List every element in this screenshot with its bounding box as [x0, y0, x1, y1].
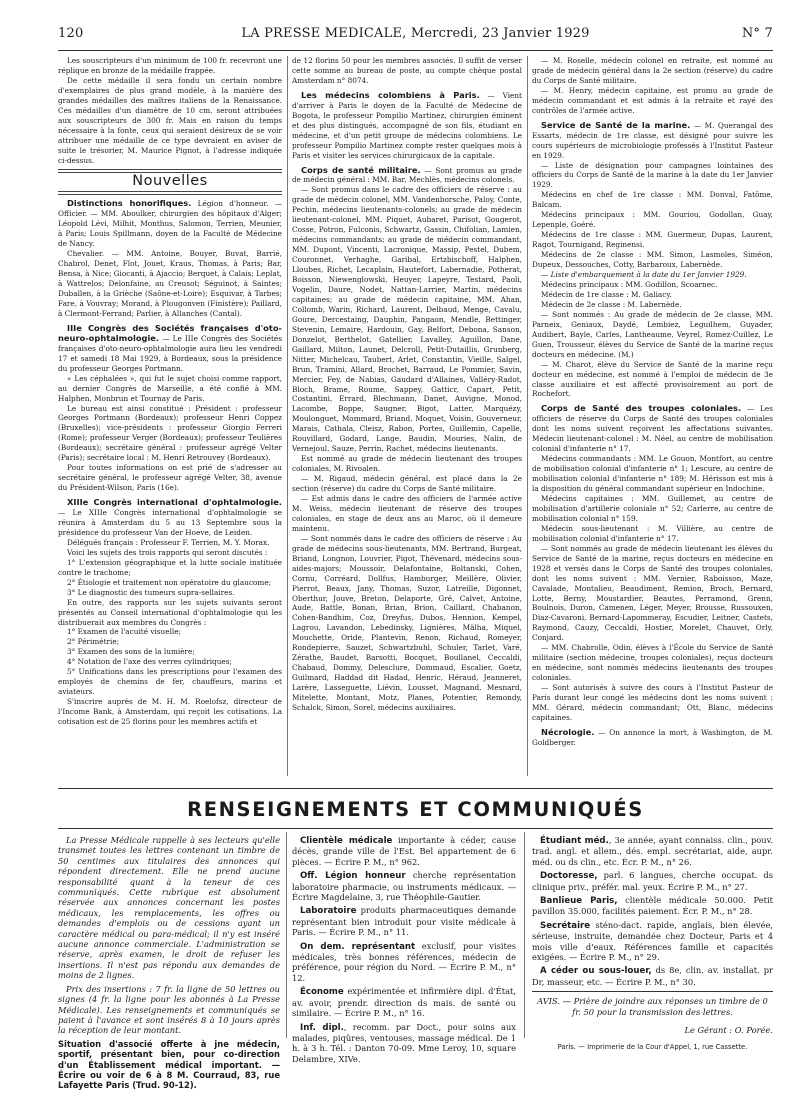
classified-ad: Situation d'associé offerte à jne médecin, sportif, présentant bien, pour co-direction d'un Établissement médical important. — Écrire ou voir de 6 à 8 M. Courraud, 83, rue Lafayette Paris (Trud. 90-12).	[58, 1038, 280, 1091]
classified-ad: Étudiant méd., 3e année, ayant connaiss. clin., pouv. trad. angl. et allem., dés. empl. secrétariat, aide, aupr. méd. ou ds clin., etc. Écr. P. M., n° 26.	[532, 835, 773, 867]
classified-ad: On dem. représentant exclusif, pour visites médicales, très bonnes références, médecin de préférence, pour région du Nord. — Écrire P. M., n° 12.	[292, 940, 517, 983]
list-item: 1° L'extension géographique et la lutte sociale instituée contre le trachome;	[58, 557, 282, 577]
article-heading: Service de Santé de la marine.	[541, 119, 691, 130]
paragraph: Médecins principaux : MM. Godillon, Scoarnec.	[541, 279, 718, 289]
article-body: — Vient d'arriver à Paris le doyen de la Faculté de Médecine de Bogota, le professeur Pompilio Martinez, chirurgien éminent et des plus distingués, accompagné de son fils, étudiant en médecine, et d'un petit groupe de médecins colombiens. Le professeur Pompilio Martinez compte rester quelques mois à Paris et visiter les services chirurgicaux de la capitale.	[292, 90, 522, 160]
paragraph: Médecin de 1re classe : M. Galiacy.	[541, 289, 672, 299]
article-body: — Sont promus au grade de médecin général : MM. Bar, Mechlès, médecins colonels.	[292, 165, 522, 185]
paragraph: — M. Roselle, médecin colonel en retraite, est nommé au grade de médecin général dans la 2e section (réserve) du cadre du Corps de Santé militaire.	[532, 56, 773, 85]
paragraph: — Sont nommés dans le cadre des officiers de réserve : Au grade de médecins sous-lieutenants, MM. Bertrand, Burgeat, Briand, Longnon, Louvrier, Pigot, Thévenard, médecins sous-aides-majors; Moussoir, Delafontaine, Boltanski, Cohen, Cornu, Corréard, Dollfus, Hamburger, Meillère, Olivier, Pierrot, Beaux, Jany, Thomas, Suzor, Latreille, Digonnet, Oberthur, Jouve, Breton, Delaporte, Gré, Calvet, Antoine, Aude, Battle, Bonan, Brian, Brion, Caillard, Chabanon, Cohen-Bandhim, Coz, Dreyfus, Dubos, Hennion, Kempel, Lagrou, Lavandon, Lebedinsky, Lignières, Mälha, Miquel, Mouchette, Oride, Plantevin, Renon, Richaud, Romeyer, Rondepierre, Sauzet, Schwartzbuhl, Schuler, Tarlet, Varé, Zérathe, Baudet, Barsotti, Bocquet, Boullanel, Ceccaldi, Chabaud, Dommy, Delesclure, Dommaud, Escalier, Goetz, Guilmard, Haddad dit Hadad, Henric, Héraud, Jeanneret, Larère, Lasseguette, Liévin, Lousset, Magnand, Mesnard, Mitelette, Montant, Motz, Planes, Potentier, Remondy, Schalck, Simon, Sorel, médecins auxiliaires.	[292, 533, 522, 712]
banner-rule-bottom	[58, 828, 773, 829]
ads-column-1	[58, 835, 280, 1094]
column-rule	[527, 56, 528, 776]
paragraph: Chevalier. — MM. Antoine, Bouyer, Buvat, Barrié, Chabrol, Denet, Flot, Jouet, Kraus, Thomas, à Paris; Bar, Bensa, à Nice; Giocanti, à Ajaccio; Berquet, à Calais; Leplat, à Wattrelos; Delonfaine, au Creusot; Séguinot, à Saintes; Duballen, à la Grièche (Saône-et-Loire); Esquivar, à Tarbes; Fare, à Vouvray; Morand, à Plougonven (Finistère); Paillard, à Clermont-Ferrand; Parlier, à Allanches (Cantal).	[58, 249, 282, 318]
paragraph: — Sont nommés au grade de médecin lieutenant les élèves du Service de Santé de la marine, reçus docteurs en médecine en 1928 et versés dans le Corps de Santé des troupes coloniales, dont les noms suivent : MM. Vernier, Raboisson, Maze, Cavalade, Montalieu, Beaudiment, Remion, Broch, Bernard, Lotte, Berny, Moustardier, Beautes, Perramond, Grenn, Boulnois, Duron, Camenen, Léger, Meyer, Brousse, Russouxen, Diaz-Cavaroni, Bernard-Lapommeray, Escudier, Leitner, Castets, Raymond, Cauzy, Ceccaldi, Hostier, Morelet, Chauvet, Orly, Conjard.	[532, 543, 773, 643]
notice-text: La Presse Médicale rappelle à ses lecteurs qu'elle transmet toutes les lettres contenant un timbre de 50 centimes aux titulaires des annonces qui répondent directement. Elle ne prend aucune responsabilité quant à la teneur de ces communiqués. Cette rubrique est absolument réservée aux annonces concernant les postes médicaux, les remplacements, les offres ou demandes d'emplois ou de cessions ayant un caractère médical ou para-médical; il n'y est inséré aucune annonce commerciale. L'administration se réserve, après examen, le droit de refuser les insertions. Il n'est pas répondu aux demandes de moins de 2 lignes.	[58, 835, 280, 981]
section-title-nouvelles: Nouvelles	[132, 173, 208, 190]
article-heading: Corps de Santé des troupes coloniales.	[541, 403, 742, 414]
column-3	[532, 56, 773, 748]
journal-title: LA PRESSE MEDICALE, Mercredi, 23 Janvier 1929	[241, 26, 590, 41]
list-item: 2° Périmétrie;	[67, 637, 120, 647]
banner-rule-top	[58, 788, 773, 789]
paragraph: — M. Henry, médecin capitaine, est promu au grade de médecin commandant et est admis à la retraite et rayé des contrôles de l'armée active.	[532, 85, 773, 115]
classified-ad: Clientèle médicale importante à céder, cause décès, grande ville de l'Est. Bel appartement de 6 pièces. — Écrire P. M., n° 962.	[292, 835, 516, 867]
classified-ad: Inf. dipl., recomm. par Doct., pour soins aux malades, piqûres, ventouses, massage médical. De 1 h. à 3 h. Tél. : Danton 70-09. Mme Leroy, 10, square Delambre, XIVe.	[292, 1021, 516, 1064]
header-rule	[58, 50, 773, 51]
classified-ad: Banlieue Paris, clientèle médicale 50.000. Petit pavillon 35.000, facilités paiement. Écr. P. M., n° 28.	[532, 895, 773, 917]
communiques-banner: RENSEIGNEMENTS ET COMMUNIQUÉS	[187, 798, 644, 821]
paragraph: de 12 florins 50 pour les membres associés. Il suffit de verser cette somme au bureau de poste, au compte chèque postal Amsterdam n° 8074.	[292, 56, 522, 85]
article-body: — On annonce la mort, à Washington, de M. Goldberger.	[532, 727, 773, 747]
paragraph: Médecins en chef de 1re classe : MM. Donval, Fatôme, Balcam.	[532, 190, 773, 210]
list-item: 5° Unifications dans les prescriptions pour l'examen des employés de chemins de fer, chauffeurs, marins et aviateurs.	[58, 667, 282, 697]
article-heading: Distinctions honorifiques.	[67, 198, 192, 209]
article-body: — Le XIIIe Congrès international d'ophtalmologie se réunira à Amsterdam du 5 au 13 Septembre sous la présidence du professeur Van der Hoeve, de Leiden.	[58, 508, 282, 537]
ads-column-3	[532, 835, 773, 1052]
ads-column-2	[292, 835, 516, 1067]
column-rule	[287, 56, 288, 776]
classified-ad: Économe expérimentée et infirmière dipl. d'État, av. avoir, prendr. direction ds mais. de santé ou similaire. — Écrire P. M., n° 16.	[292, 986, 516, 1019]
paragraph: Médecins commandants : MM. Le Gouon, Montfort, au centre de mobilisation colonial d'infanterie n° 1; Lescure, au centre de mobilisation colonial d'infanterie n° 189; M. Hérisson est mis à la disposition du général commandant supérieur en Indochine.	[532, 454, 773, 494]
column-rule	[286, 832, 287, 1038]
paragraph: Délégués français : Professeur F. Terrien, M. Y. Morax.	[67, 537, 270, 547]
classified-ad: A céder ou sous-louer, ds 8e, clin. av. installat. pr Dr, masseur, etc. — Écrire P. M., n° 30.	[532, 965, 774, 987]
paragraph: — Est admis dans le cadre des officiers de l'armée active M. Weiss, médecin lieutenant de réserve des troupes coloniales, en stage de deux ans au Maroc, où il demeure maintenu.	[292, 493, 522, 533]
paragraph: S'inscrire auprès de M. H. M. Roelofsz, directeur de l'Income Bank, à Amsterdam, qui reçoit les cotisations. La cotisation est de 25 florins pour les membres actifs et	[58, 697, 282, 727]
paragraph: De cette médaille il sera fondu un certain nombre d'exemplaires de plus grand modèle, à la manière des grandes médailles des maîtres italiens de la Renaissance. Ces médailles d'un diamètre de 10 cm. seront attribuées aux souscripteurs de 300 fr. Mais en raison du temps nécessaire à la fonte, ceux qui seraient désireux de se voir attribuer une médaille de ce type devraient en aviser de suite le trésorier, M. Maurice Pignot, à l'adresse indiquée ci-dessus.	[58, 75, 282, 165]
issue-number: N° 7	[741, 26, 773, 41]
classified-ad: Doctoresse, parl. 6 langues, cherche occupat. ds clinique priv., préfér. mal. yeux. Écrire P. M., n° 27.	[532, 870, 773, 892]
list-item: 3° Examen des sons de la lumière;	[67, 647, 195, 657]
column-2	[292, 56, 522, 713]
article-heading: XIIIe Congrès international d'ophtalmologie.	[67, 497, 282, 508]
article-body: — Le IIIe Congrès des Sociétés françaises d'oto-neuro-ophtalmologie aura lieu les vendredi 17 et samedi 18 Mai 1929, à Bordeaux, sous la présidence du professeur Georges Portmann.	[58, 333, 282, 373]
gerant-signature: Le Gérant : O. Porée.	[684, 1025, 773, 1036]
paragraph: — Sont autorisés à suivre des cours à l'Institut Pasteur de Paris durant leur congé les médecins dont les noms suivent : MM. Gérard, médecin commandant; Ott, Blanc, médecins capitaines.	[532, 683, 773, 722]
classified-ad: Secrétaire sténo-dact. rapide, anglais, bien élevée, sérieuse, instruite, demandée chez Docteur, Paris et 4 mois ville d'eaux. Références famille et capacités exigées. — Écrire P. M., n° 29.	[532, 919, 773, 963]
paragraph: Médecins de 1re classe : MM. Guermeur, Dupas, Laurent, Ragot, Tournigand, Reginensi.	[532, 230, 773, 250]
classified-ad: Off. Légion honneur cherche représentation laboratoire pharmacie, ou instruments médicaux. — Écrire Magdelaine, 3, rue Théophile-Gautier.	[292, 870, 516, 903]
article-heading: Corps de santé militaire.	[301, 164, 421, 175]
paragraph: — Sont nommés : Au grade de médecin de 2e classe, MM. Parneix, Geniaux, Daydé, Lembiez, Leguilhem, Guyader, Audibert, Bayle, Carles, Lantheaume, Veyrel, Romez-Cuillez, Le Guen, Trousseur, élèves du Service de Santé de la marine reçus docteurs en médecine. (M.)	[532, 309, 773, 359]
paragraph: Médecins principaux : MM. Gouriou, Godollan, Guay, Lepenple, Goéré.	[532, 210, 773, 230]
list-item: 3° Le diagnostic des tumeurs supra-sellaires.	[67, 587, 235, 597]
tariff-text: Prix des insertions : 7 fr. la ligne de 50 lettres ou signes (4 fr. la ligne pour les abonnés à La Presse Médicale). Les renseignements et communiqués se paient à l'avance et sont insérés 8 à 10 jours après la réception de leur montant.	[58, 983, 280, 1036]
article-body: — Les officiers de réserve du Corps de Santé des troupes coloniales dont les noms suivent reçoivent les affectations suivantes. Médecin lieutenant-colonel : M. Néel, au centre de mobilisation colonial d'infanterie n° 17.	[532, 404, 773, 454]
paragraph: — Sont promus dans le cadre des officiers de réserve : au grade de médecin colonel, MM. Vandenborsche, Paloy, Conte, Pechin, médecins lieutenants-colonels; au grade de médecin lieutenant-colonel, MM. Piquet, Aubaret, Parisot, Gougerot, Cosse, Potron, Fulconis, Schwartz, Gassin, Chifolian, Lamien, médecins commandants; au grade de médecin commandant, MM. Dupont, Vincenti, Lacronique, Massip, Pestel, Dubem, Couronnet, Verhaghe, Garibal, Ertzbischoff, Halphen, Lloubes, Richet, Lecaplain, Hautefort, Labernadie, Potherat, Boisson, Niewenglowski, Heuyer, Lapeyre, Testard, Paoli, Vogelin, Daure, Nodet, Nattan-Larrier, Martin, médecins capitaines; au grade de médecin capitaine, MM. Ahan, Collomb, Warin, Richard, Laurent, Delbaud, Menge, Cavalu, Goure, Dercestaing, Dauphin, Pangaon, Mendle, Bettinger, Stevenin, Lemaire, Hardouin, Gay, Belfort, Debona, Sanson, Donzelot, Berthelot, Gatellier, Lavalley, Aguillon, Dane, Gaillard, Milton, Launet, Delcroll, Petit-Dutaillis, Grunberg, Nitter, Michelcau, Taubert, Arlet, Constantin, Vieille, Salgel, Brun, Tramini, Allard, Brochet, Barraud, Le Pommier, Savin, Mercier, Fey, de Nabias, Gaudard d'Allaines, Valléry-Radot, Bloch, Brame, Roume, Sappey, Gatticr, Capart, Petit, Costantini, Errard, Blechmann, Danet, Auvigne, Monod, Lacombe, Boppe, Saugner, Bigot, Latter, Marquézy, Moulonguet, Mommard, Briand, Moquet, Voisin, Gouverneur, Marais, Cathala, Cleisz, Rabon, Portes, Guillemin, Capelle, Rouvillard, Godard, Lange, Baudin, Mouries, Nalin, de Vernejoul, Sauze, Perrin, Rachet, médecins lieutenants.	[292, 185, 522, 454]
article-heading: Les médecins colombiens à Paris.	[301, 89, 480, 100]
paragraph: — M. Charot, élève du Service de Santé de la marine reçu docteur en médecine, est nommé à l'emploi de médecin de 3e classe auxiliaire et est affecté provisoirement au port de Rochefort.	[532, 359, 773, 399]
paragraph: Les souscripteurs d'un minimum de 100 fr. recevront une réplique en bronze de la médaille frappée.	[58, 56, 282, 75]
section-divider	[58, 191, 282, 195]
article-body: Légion d'honneur. — Officier. — MM. Aboulker, chirurgien des hôpitaux d'Alger; Léopold Lévi, Milhit, Monthus, Salomon, Terrien, Meunier, à Paris; Louis Spillmann, doyen de la Faculté de Médecine de Nancy.	[58, 199, 282, 249]
paragraph: Médecin de 2e classe : M. Labernède.	[541, 299, 682, 309]
article-body: — M. Querangal des Essarts, médecin de 1re classe, est désigné pour suivre les cours supérieurs de microbiologie professés à l'Institut Pasteur en 1929.	[532, 120, 773, 160]
paragraph: Le bureau est ainsi constitué : Président : professeur Georges Portmann (Bordeaux); professeur Henri Coppez (Bruxelles); vice-présidents : professeur Giorgio Ferreri (Rome); professeur Verger (Bordeaux); professeur Teulières (Bordeaux); secrétaire général : professeur agrégé Velter (Paris); secrétaire local : M. Henri Retrouvey (Bordeaux).	[58, 403, 282, 463]
avis-notice: AVIS. — Prière de joindre aux réponses un timbre de 0 fr. 50 pour la transmission des lettres.	[532, 991, 773, 1017]
article-heading: IIIe Congrès des Sociétés françaises d'oto-neuro-ophtalmologie.	[58, 322, 282, 343]
paragraph: Pour toutes informations on est prié de s'adresser au secrétaire général, le professeur agrégé Velter, 38, avenue du Président-Wilson, Paris (16e).	[58, 463, 282, 493]
paragraph: — MM. Chabrolle, Odin, élèves à l'École du Service de Santé militaire (section médecine, troupes coloniales), reçus docteurs en médecine, sont nommés médecins lieutenants des troupes coloniales.	[532, 643, 773, 683]
page-header	[58, 26, 773, 46]
printer-imprint: Paris. — Imprimerie de la Cour d'Appel, 1, rue Cassette.	[557, 1042, 748, 1051]
paragraph: Voici les sujets des trois rapports qui seront discutés :	[67, 547, 268, 557]
paragraph: — M. Rigaud, médecin général, est placé dans la 2e section (réserve) du cadre du Corps de Santé militaire.	[292, 474, 522, 494]
column-rule	[524, 832, 525, 1038]
list-item: 4° Notation de l'axe des verres cylindriques;	[67, 657, 232, 667]
list-item: 1° Examen de l'acuité visuelle;	[67, 627, 182, 637]
page-number: 120	[58, 26, 84, 41]
classified-ad: Laboratoire produits pharmaceutiques demande représentant bien introduit pour visite médicale à Paris. — Écrire P. M., n° 11.	[292, 905, 517, 938]
list-item: 2° Étiologie et traitement non opératoire du glaucome;	[67, 577, 272, 587]
paragraph: Médecins de 2e classe : MM. Simon, Lasmoles, Siméon, Dupeux, Dessouches, Cotty, Barbaroux, Labernède.	[532, 250, 773, 270]
paragraph: Médecins capitaines : MM. Guillemet, au centre de mobilisation d'artillerie coloniale n° 52; Carlerre, au centre de mobilisation colonial n° 159.	[532, 493, 773, 523]
paragraph: En outre, des rapports sur les sujets suivants seront présentés au Conseil international d'ophtalmologie qui les distribuerait aux membres du Congrès :	[58, 597, 282, 627]
paragraph: — Liste de désignation pour campagnes lointaines des officiers du Corps de Santé de la marine à la date du 1er Janvier 1929.	[532, 160, 773, 190]
paragraph: Est nommé au grade de médecin lieutenant des troupes coloniales, M. Rivoalen.	[292, 454, 522, 474]
paragraph: Médecin sous-lieutenant : M. Villière, au centre de mobilisation colonial d'infanterie n° 17.	[532, 523, 773, 543]
paragraph: « Les céphalées », qui fut le sujet choisi comme rapport, au dernier Congrès de Marseille, a été confié à MM. Halphen, Monbrun et Tournay de Paris.	[58, 373, 282, 403]
article-heading: Nécrologie.	[541, 726, 595, 737]
paragraph: — Liste d'embarquement à la date du 1er Janvier 1929.	[541, 270, 747, 280]
column-1	[58, 56, 282, 727]
